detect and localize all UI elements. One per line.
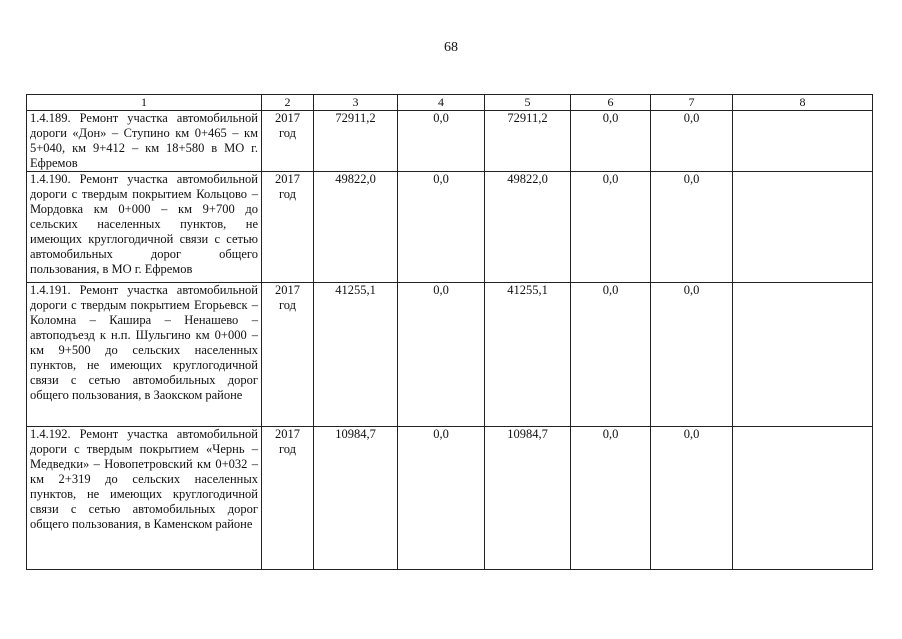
value-cell	[733, 283, 873, 427]
year-word: год	[278, 442, 297, 456]
value-cell: 0,0	[398, 283, 485, 427]
item-description: 1.4.190. Ремонт участка автомобильной дороги с твердым покрытием Кольцово – Мордовка км 0+000 – км 9+700 до сельских населенных пунктов, не имеющих круглогодичной связи с сетью автомобильных дорог общего пользования, в МО г. Ефремов	[27, 172, 262, 283]
table-row	[27, 111, 873, 172]
year-number: 2017	[275, 111, 300, 125]
value-cell: 0,0	[571, 111, 651, 172]
year-word: год	[278, 187, 297, 201]
table-row	[27, 427, 873, 570]
year-word: год	[278, 298, 297, 312]
year-cell	[262, 427, 314, 570]
value-cell: 0,0	[571, 172, 651, 283]
column-header: 8	[733, 95, 873, 111]
value-cell: 0,0	[398, 427, 485, 570]
year-number: 2017	[275, 172, 300, 186]
value-cell: 10984,7	[314, 427, 398, 570]
value-cell: 0,0	[651, 111, 733, 172]
value-cell: 41255,1	[485, 283, 571, 427]
table-header-row	[27, 95, 873, 111]
value-cell: 0,0	[398, 111, 485, 172]
value-cell: 41255,1	[314, 283, 398, 427]
value-cell: 49822,0	[485, 172, 571, 283]
column-header: 6	[571, 95, 651, 111]
column-header: 4	[398, 95, 485, 111]
value-cell: 72911,2	[314, 111, 398, 172]
column-header: 3	[314, 95, 398, 111]
column-header: 2	[262, 95, 314, 111]
table-row	[27, 283, 873, 427]
value-cell	[733, 111, 873, 172]
value-cell: 0,0	[651, 427, 733, 570]
page-number: 68	[444, 40, 458, 55]
value-cell: 0,0	[571, 283, 651, 427]
column-header: 5	[485, 95, 571, 111]
value-cell	[733, 427, 873, 570]
value-cell: 10984,7	[485, 427, 571, 570]
value-cell: 0,0	[651, 172, 733, 283]
year-cell	[262, 111, 314, 172]
value-cell: 0,0	[571, 427, 651, 570]
year-cell	[262, 283, 314, 427]
year-number: 2017	[275, 283, 300, 297]
value-cell	[733, 172, 873, 283]
value-cell: 0,0	[398, 172, 485, 283]
table-row	[27, 172, 873, 283]
budget-table	[26, 94, 873, 570]
value-cell: 49822,0	[314, 172, 398, 283]
item-description: 1.4.189. Ремонт участка автомобильной дороги «Дон» – Ступино км 0+465 – км 5+040, км 9+412 – км 18+580 в МО г. Ефремов	[27, 111, 262, 172]
column-header: 7	[651, 95, 733, 111]
year-number: 2017	[275, 427, 300, 441]
value-cell: 72911,2	[485, 111, 571, 172]
item-description: 1.4.192. Ремонт участка автомобильной дороги с твердым покрытием «Чернь – Медведки» – Новопетровский км 0+032 – км 2+319 до сельских населенных пунктов, не имеющих круглогодичной связи с сетью автомобильных дорог общего пользования, в Каменском районе	[27, 427, 262, 570]
column-header: 1	[27, 95, 262, 111]
year-word: год	[278, 126, 297, 140]
value-cell: 0,0	[651, 283, 733, 427]
item-description: 1.4.191. Ремонт участка автомобильной дороги с твердым покрытием Егорьевск – Коломна – Кашира – Ненашево – автоподъезд к н.п. Шульгино км 0+000 – км 9+500 до сельских населенных пунктов, не имеющих круглогодичной связи с сетью автомобильных дорог общего пользования, в Заокском районе	[27, 283, 262, 427]
year-cell	[262, 172, 314, 283]
